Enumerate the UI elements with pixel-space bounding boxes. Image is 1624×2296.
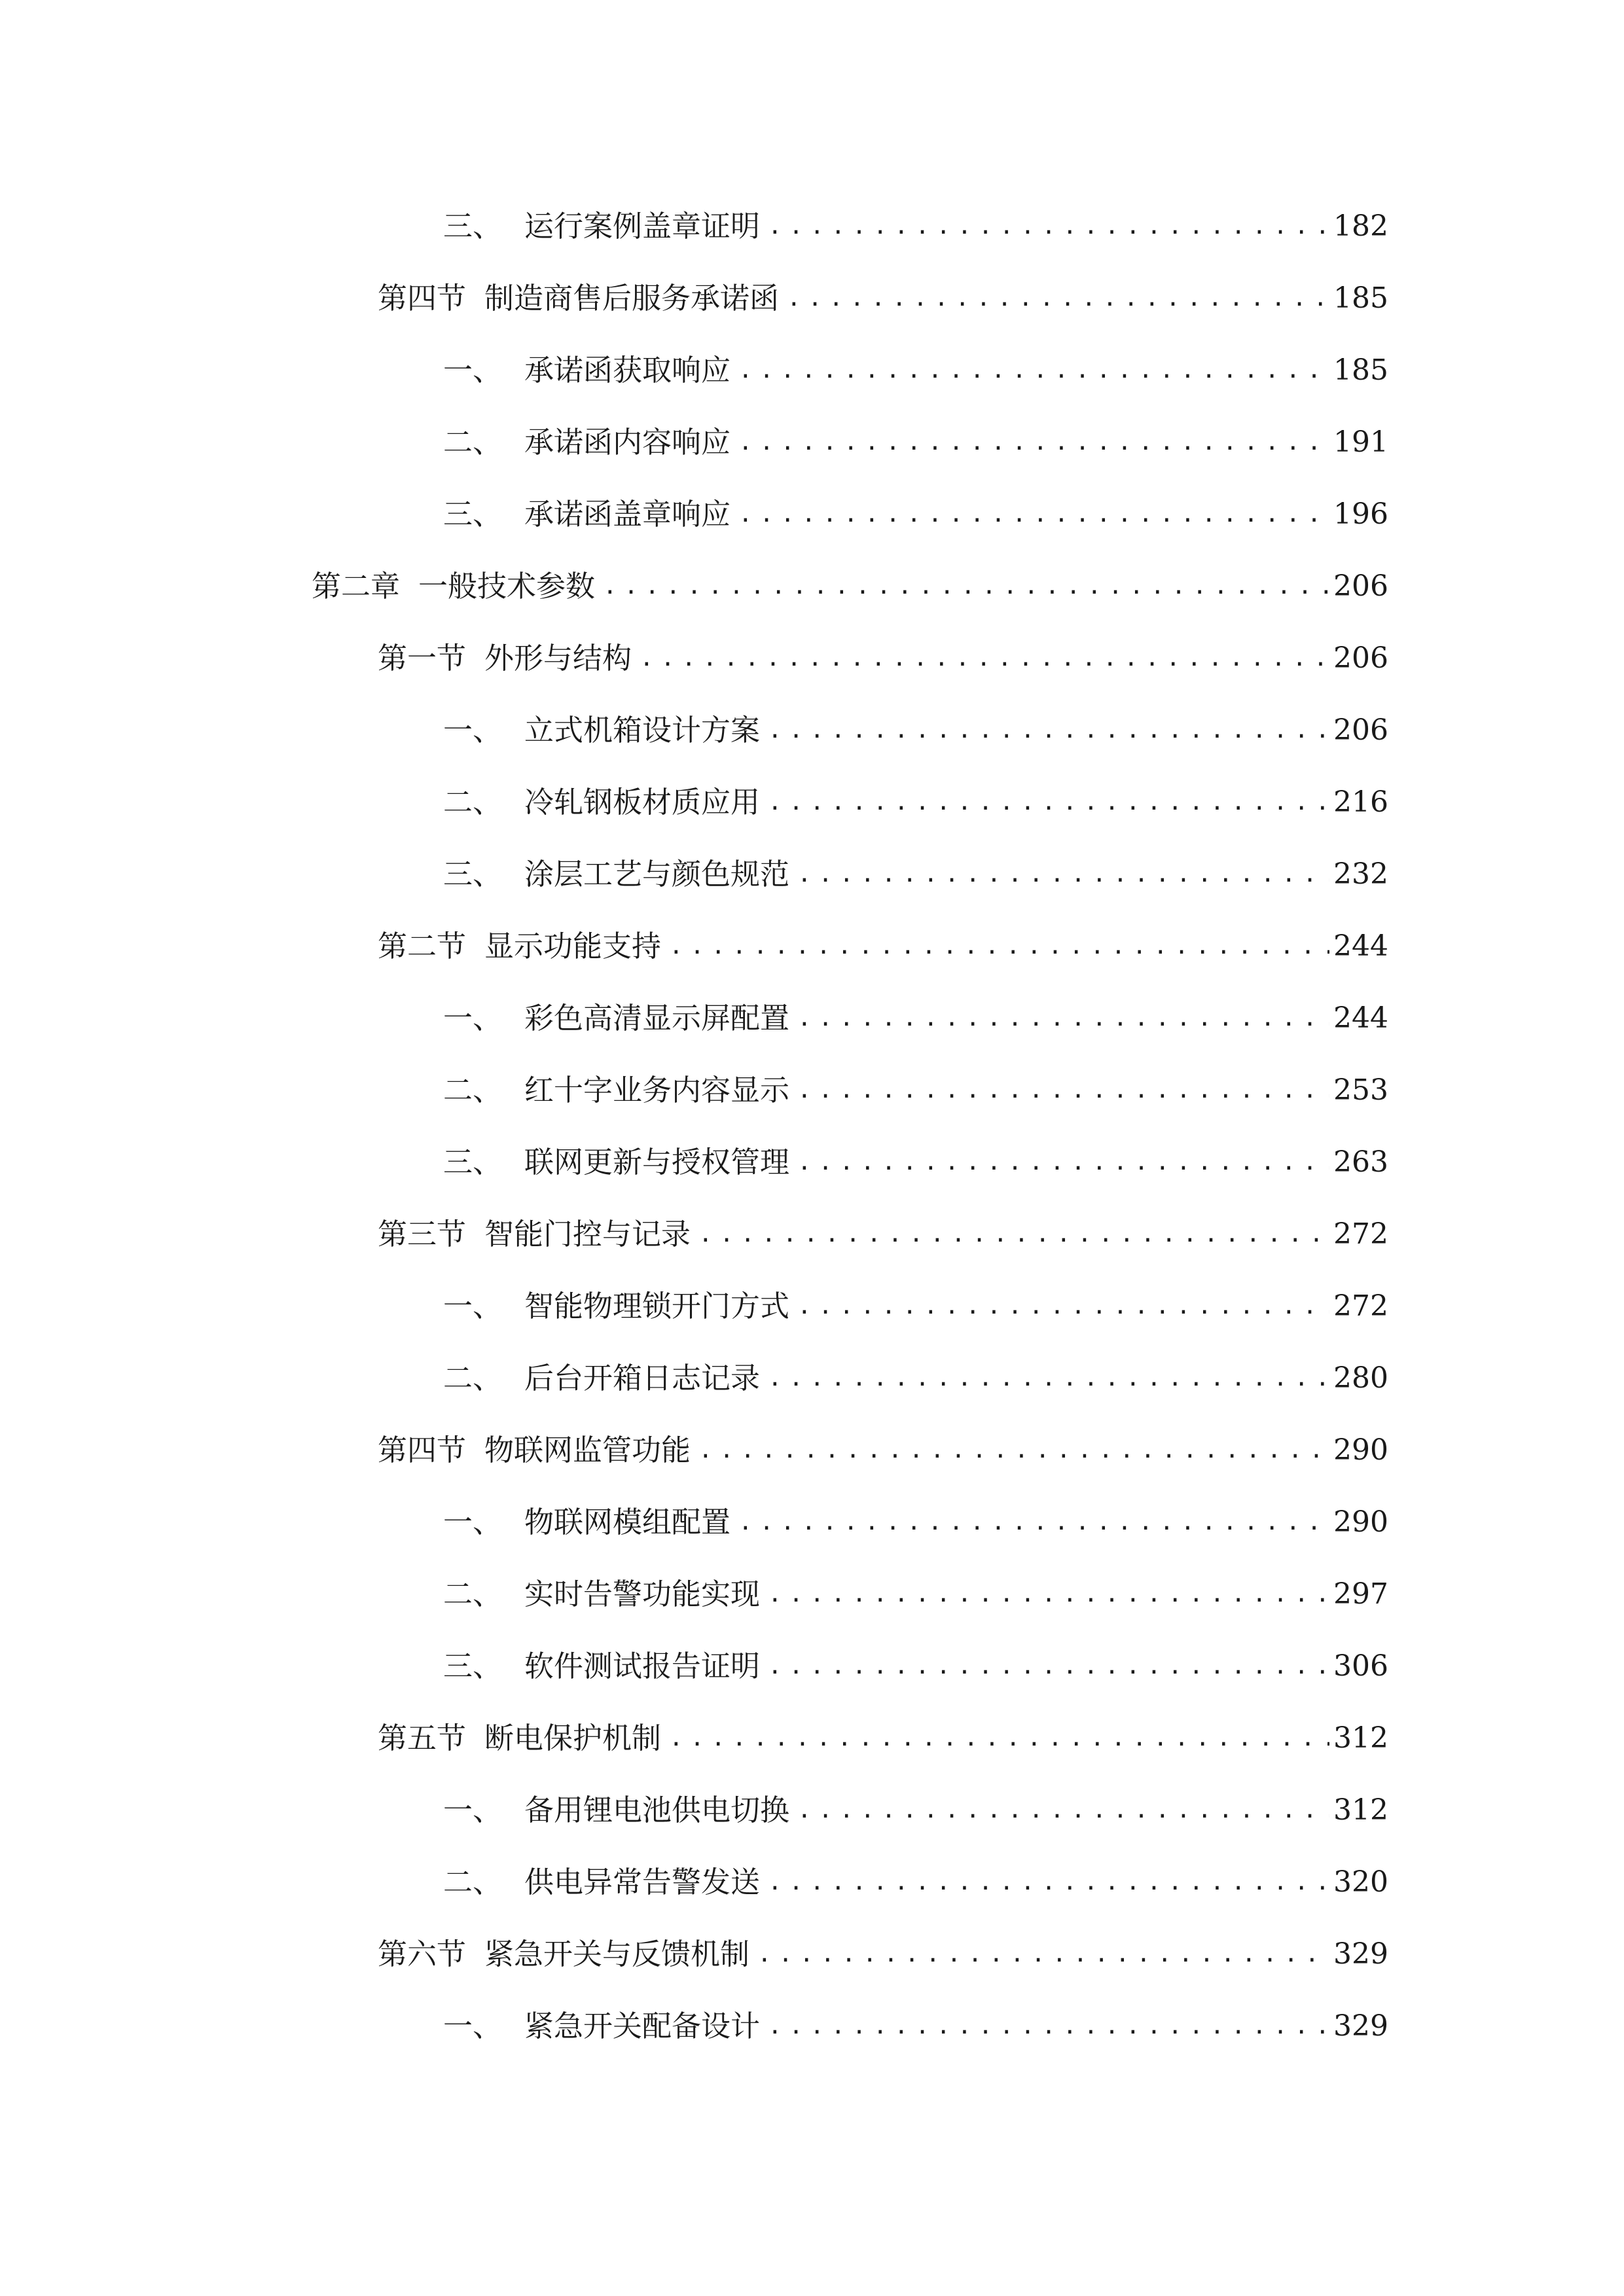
toc-entry[interactable]	[443, 848, 1388, 901]
toc-leader-dots	[698, 1424, 1329, 1477]
toc-entry-page: 297	[1333, 1577, 1388, 1611]
toc-entry-number: 第四节	[378, 281, 467, 315]
toc-entry[interactable]	[443, 344, 1388, 397]
toc-entry-page: 272	[1333, 1289, 1388, 1323]
toc-leader-dots	[698, 1208, 1329, 1261]
toc-entry-number: 三、	[443, 1145, 503, 1179]
toc-entry-number: 三、	[443, 497, 503, 531]
toc-entry-page: 191	[1333, 425, 1388, 459]
toc-entry-number: 一、	[443, 713, 503, 747]
toc-entry[interactable]	[378, 920, 1388, 973]
toc-entry-number: 二、	[443, 1361, 503, 1395]
toc-leader-dots	[669, 920, 1329, 973]
toc-entry-title: 后台开箱日志记录	[524, 1361, 761, 1395]
toc-entry-number: 二、	[443, 785, 503, 819]
toc-entry[interactable]	[443, 2000, 1388, 2053]
toc-entry-number: 第二节	[378, 929, 467, 963]
toc-leader-dots	[738, 416, 1329, 469]
toc-entry-page: 329	[1333, 1937, 1388, 1971]
toc-entry-title: 智能门控与记录	[484, 1217, 691, 1251]
toc-entry[interactable]	[443, 1640, 1388, 1693]
toc-entry-title: 承诺函获取响应	[524, 353, 731, 387]
toc-entry-number: 第六节	[378, 1937, 467, 1971]
toc-entry-number: 一、	[443, 353, 503, 387]
toc-entry-page: 182	[1333, 209, 1388, 243]
toc-entry[interactable]	[378, 1424, 1388, 1477]
toc-entry-number: 三、	[443, 857, 503, 891]
toc-entry-title: 软件测试报告证明	[524, 1649, 761, 1683]
toc-entry[interactable]	[443, 1280, 1388, 1333]
toc-entry[interactable]	[443, 992, 1388, 1045]
toc-entry-title: 红十字业务内容显示	[524, 1073, 790, 1107]
toc-entry[interactable]	[443, 416, 1388, 469]
toc-entry[interactable]	[443, 776, 1388, 829]
toc-leader-dots	[768, 1568, 1329, 1621]
toc-entry-title: 承诺函内容响应	[524, 425, 731, 459]
toc-entry-title: 一般技术参数	[418, 569, 596, 603]
toc-entry-title: 涂层工艺与颜色规范	[524, 857, 790, 891]
toc-leader-dots	[757, 1928, 1329, 1981]
toc-entry-number: 第二章	[312, 569, 401, 603]
toc-leader-dots	[797, 1136, 1329, 1189]
toc-leader-dots	[738, 344, 1329, 397]
toc-entry-title: 显示功能支持	[484, 929, 662, 963]
toc-entry-page: 206	[1333, 641, 1388, 675]
toc-leader-dots	[797, 1064, 1329, 1117]
toc-entry[interactable]	[443, 1064, 1388, 1117]
toc-leader-dots	[797, 1280, 1329, 1333]
toc-entry[interactable]	[378, 1208, 1388, 1261]
toc-entry-title: 联网更新与授权管理	[524, 1145, 790, 1179]
toc-entry-number: 一、	[443, 2009, 503, 2043]
toc-entry-number: 三、	[443, 1649, 503, 1683]
toc-entry-page: 290	[1333, 1505, 1388, 1539]
toc-leader-dots	[768, 704, 1329, 757]
toc-entry-page: 329	[1333, 2009, 1388, 2043]
toc-entry-title: 智能物理锁开门方式	[524, 1289, 790, 1323]
toc-entry-page: 253	[1333, 1073, 1388, 1107]
toc-entry[interactable]	[443, 200, 1388, 253]
toc-entry-number: 第四节	[378, 1433, 467, 1467]
toc-entry[interactable]	[443, 1856, 1388, 1909]
toc-entry-number: 二、	[443, 1865, 503, 1899]
toc-entry-title: 物联网监管功能	[484, 1433, 691, 1467]
toc-entry-page: 185	[1333, 353, 1388, 387]
toc-entry-title: 物联网模组配置	[524, 1505, 731, 1539]
toc-leader-dots	[768, 2000, 1329, 2053]
toc-entry[interactable]	[378, 632, 1388, 685]
toc-entry-page: 185	[1333, 281, 1388, 315]
toc-entry-page: 312	[1333, 1721, 1388, 1755]
toc-entry-title: 实时告警功能实现	[524, 1577, 761, 1611]
toc-leader-dots	[797, 992, 1329, 1045]
toc-leader-dots	[768, 776, 1329, 829]
toc-leader-dots	[797, 848, 1329, 901]
toc-entry-number: 一、	[443, 1793, 503, 1827]
toc-entry-page: 306	[1333, 1649, 1388, 1683]
toc-entry-page: 320	[1333, 1865, 1388, 1899]
toc-entry-number: 三、	[443, 209, 503, 243]
toc-entry-title: 运行案例盖章证明	[524, 209, 761, 243]
toc-entry-page: 244	[1333, 1001, 1388, 1035]
toc-entry-page: 263	[1333, 1145, 1388, 1179]
toc-entry-title: 制造商售后服务承诺函	[484, 281, 780, 315]
toc-entry[interactable]	[443, 1784, 1388, 1837]
toc-entry-title: 承诺函盖章响应	[524, 497, 731, 531]
toc-entry-page: 196	[1333, 497, 1388, 531]
toc-entry-page: 280	[1333, 1361, 1388, 1395]
toc-entry[interactable]	[443, 1136, 1388, 1189]
toc-entry-number: 一、	[443, 1001, 503, 1035]
toc-entry-page: 216	[1333, 785, 1388, 819]
toc-entry-number: 二、	[443, 425, 503, 459]
toc-entry-title: 紧急开关与反馈机制	[484, 1937, 750, 1971]
toc-leader-dots	[603, 560, 1329, 613]
toc-entry-number: 第一节	[378, 641, 467, 675]
toc-entry-title: 供电异常告警发送	[524, 1865, 761, 1899]
toc-leader-dots	[768, 1856, 1329, 1909]
toc-entry[interactable]	[443, 1496, 1388, 1549]
toc-entry-number: 第三节	[378, 1217, 467, 1251]
toc-entry[interactable]	[378, 1928, 1388, 1981]
toc-leader-dots	[768, 200, 1329, 253]
toc-leader-dots	[768, 1352, 1329, 1405]
toc-entry[interactable]	[443, 1568, 1388, 1621]
toc-leader-dots	[738, 488, 1329, 541]
toc-entry[interactable]	[443, 1352, 1388, 1405]
toc-entry-page: 290	[1333, 1433, 1388, 1467]
toc-entry-page: 206	[1333, 713, 1388, 747]
toc-entry-title: 冷轧钢板材质应用	[524, 785, 761, 819]
toc-entry[interactable]	[312, 560, 1388, 613]
toc-leader-dots	[787, 272, 1329, 325]
toc-entry-page: 272	[1333, 1217, 1388, 1251]
toc-entry-number: 一、	[443, 1505, 503, 1539]
toc-entry-title: 备用锂电池供电切换	[524, 1793, 790, 1827]
toc-entry-page: 206	[1333, 569, 1388, 603]
toc-leader-dots	[640, 632, 1329, 685]
toc-entry-page: 244	[1333, 929, 1388, 963]
toc-leader-dots	[768, 1640, 1329, 1693]
toc-entry-number: 二、	[443, 1073, 503, 1107]
toc-entry-number: 一、	[443, 1289, 503, 1323]
toc-entry[interactable]	[443, 704, 1388, 757]
toc-entry-title: 外形与结构	[484, 641, 632, 675]
toc-leader-dots	[669, 1712, 1329, 1765]
toc-entry-number: 第五节	[378, 1721, 467, 1755]
toc-entry-page: 232	[1333, 857, 1388, 891]
toc-leader-dots	[738, 1496, 1329, 1549]
toc-entry[interactable]	[378, 272, 1388, 325]
toc-entry-number: 二、	[443, 1577, 503, 1611]
toc-entry-title: 紧急开关配备设计	[524, 2009, 761, 2043]
toc-entry-title: 断电保护机制	[484, 1721, 662, 1755]
toc-leader-dots	[797, 1784, 1329, 1837]
toc-entry-page: 312	[1333, 1793, 1388, 1827]
toc-entry-title: 立式机箱设计方案	[524, 713, 761, 747]
toc-entry[interactable]	[378, 1712, 1388, 1765]
toc-entry-title: 彩色高清显示屏配置	[524, 1001, 790, 1035]
toc-entry[interactable]	[443, 488, 1388, 541]
